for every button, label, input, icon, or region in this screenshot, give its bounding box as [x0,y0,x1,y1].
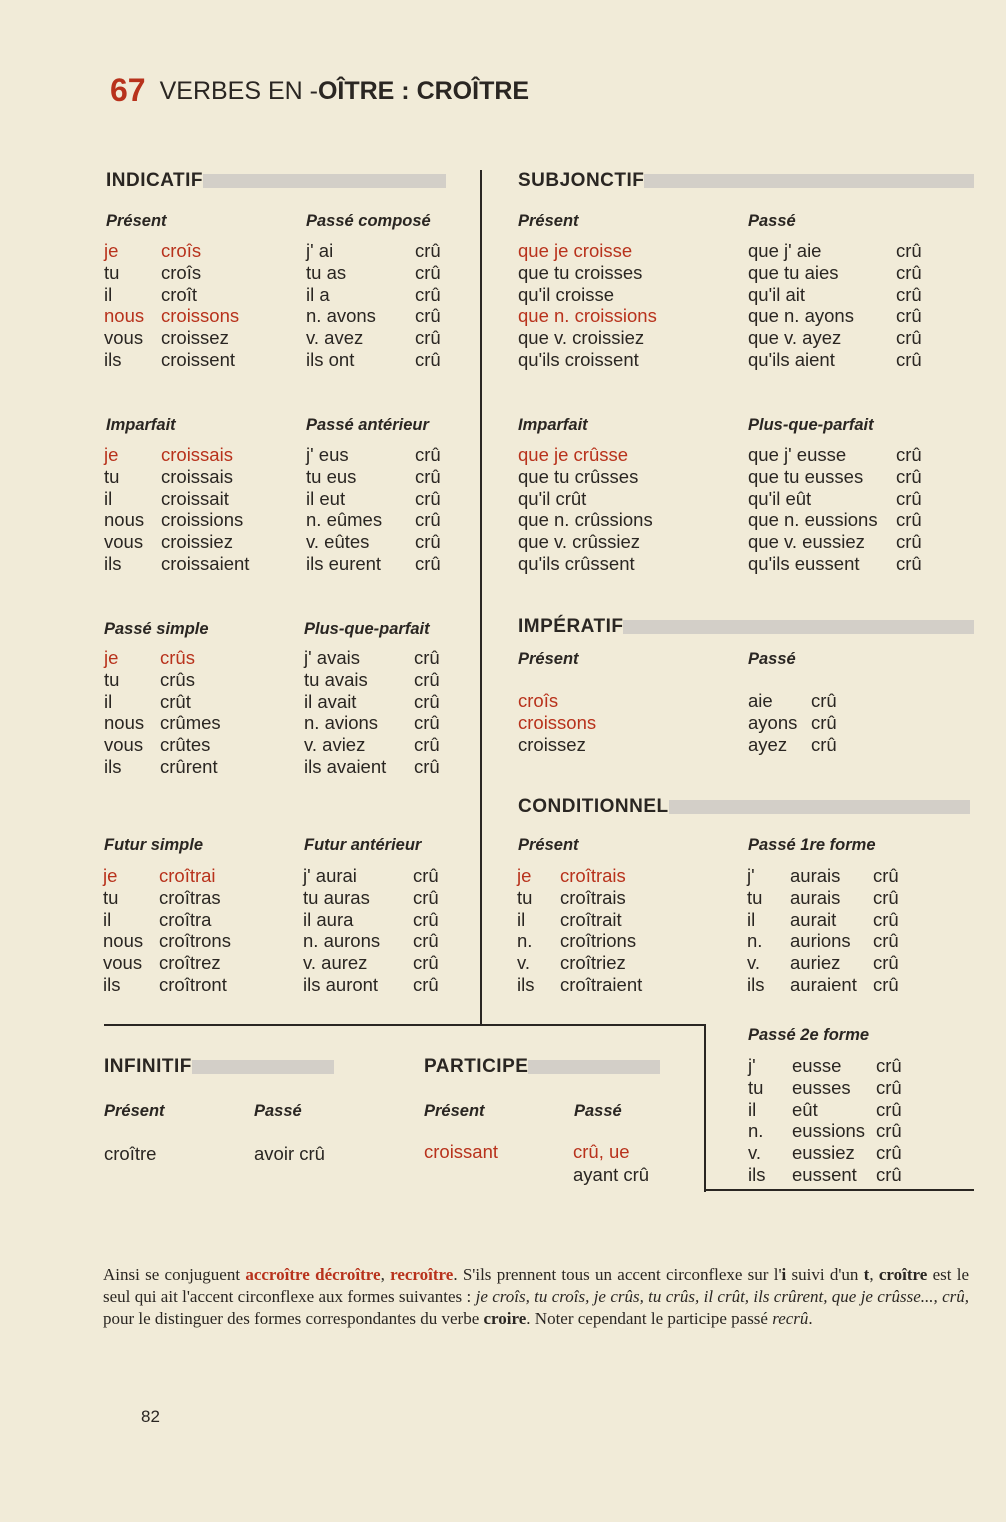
conjugation-pronoun: tu [517,886,533,908]
conjugation-participle: crû [896,240,922,261]
conjugation-row: qu'ils crûssent [518,553,635,574]
conjugation-form: croîtriez [560,952,626,974]
section-indicatif: INDICATIF [106,172,446,188]
conjugation-aux: ils eurent [306,553,382,574]
conjugation-form: croissais [161,444,233,465]
conjugation-participle: crû [896,327,922,349]
conjugation-form: croissons [161,305,240,327]
conjugation-row: qu'il croisse [518,283,615,305]
conjugation-pronoun: il [104,487,113,509]
conjugation-participle: crû [415,327,441,349]
conjugation-form: crû [811,733,837,755]
conjugation-pronoun: il [747,908,756,930]
participe-present: croissant [424,1141,499,1162]
conjugation-participle: crû [415,444,441,465]
conjugation-aux: tu auras [303,886,370,908]
conjugation-aux: n. eûmes [306,509,383,531]
conjugation-form: crû [876,1076,902,1098]
conjugation-pronoun: n. [517,930,533,952]
conjugation-form: croîtrais [560,886,626,908]
conjugation-participle: crû [415,283,441,305]
conjugation-aux: il a [306,283,330,305]
conjugation-pronoun: tu [748,1076,764,1098]
conjugation-form: croissez [161,327,229,349]
conjugation-pronoun: je [103,865,118,886]
conjugation-form: croissaient [161,553,250,574]
conjugation-aux: j' ai [306,240,334,261]
conjugation-pronoun: nous [103,930,144,952]
conjugation-participle: crû [896,305,922,327]
conjugation-form: croissent [161,349,236,370]
conjugation-form: croîtrions [560,930,637,952]
conjugation-pronoun: je [517,865,532,886]
conjugation-aux: ils ont [306,349,355,370]
tense-label: Passé simple [104,620,209,638]
infinitif-passe: avoir crû [254,1143,325,1164]
conjugation-pronoun: ils [517,974,535,995]
tense-label: Passé 2e forme [748,1026,870,1044]
conjugation-pronoun: ils [104,756,122,777]
conjugation-form: croît [161,283,197,305]
conjugation-form: eussiez [792,1142,855,1164]
conjugation-aux: n. aurons [303,930,381,952]
conjugation-participle: crû [413,952,439,974]
conjugation-aux: tu as [306,261,347,283]
conjugation-aux: qu'il eût [748,487,812,509]
conjugation-row: qu'ils croissent [518,349,639,370]
tense-label: Futur antérieur [304,836,422,854]
conjugation-pronoun: ayons [748,711,798,733]
conjugation-row: qu'il crût [518,487,587,509]
conjugation-aux: ils auront [303,974,379,995]
conjugation-form: croîtrons [159,930,231,952]
conjugation-participle: crû [896,465,922,487]
conjugation-aux: il eut [306,487,346,509]
conjugation-pronoun: tu [747,886,763,908]
conjugation-aux: tu avais [304,668,368,690]
conjugation-participle: crû [896,509,922,531]
conjugation-participle: crû [896,553,922,574]
conjugation-pronoun: il [748,1098,757,1120]
conjugation-participle: crû [413,865,439,886]
conjugation-participle: crû [415,509,441,531]
conjugation-pronoun: il [517,908,526,930]
tense-label: Passé [254,1102,302,1120]
conjugation-aux: que tu aies [748,261,839,283]
conjugation-form: eusse [792,1055,842,1076]
conjugation-participle: crû [896,349,922,370]
section-infinitif: INFINITIF [104,1058,334,1074]
conjugation-pronoun: v. [517,952,531,974]
conjugation-pronoun: vous [104,734,144,756]
conjugation-form: croîtrait [560,908,622,930]
conjugation-pronoun: nous [104,712,145,734]
conjugation-pronoun: n. [748,1120,764,1142]
conjugation-aux: n. avons [306,305,376,327]
page-number: 82 [141,1407,160,1426]
conjugation-row: que v. croissiez [518,327,645,349]
conjugation-participle: crû [414,712,440,734]
tense-label: Présent [518,650,579,668]
conjugation-form: croissions [161,509,244,531]
conjugation-aux: qu'ils eussent [748,553,860,574]
conjugation-aux: que v. eussiez [748,531,865,553]
tense-label: Passé [748,212,796,230]
conjugation-participle: crû [414,668,440,690]
conjugation-aux: v. avez [306,327,364,349]
conjugation-aux: tu eus [306,465,357,487]
infinitif-present: croître [104,1143,157,1164]
conjugation-pronoun: il [104,690,113,712]
conjugation-row: que tu croisses [518,261,643,283]
imperatif-form: croissez [518,733,586,755]
conjugation-pronoun: j' [748,1055,756,1076]
tense-label: Imparfait [106,416,176,434]
conjugation-participle: crû [896,283,922,305]
conjugation-participle: crû [413,930,439,952]
tense-label: Futur simple [104,836,204,854]
conjugation-form: croîtra [159,908,212,930]
conjugation-form: eût [792,1098,818,1120]
tense-label: Plus-que-parfait [304,620,430,638]
section-conditionnel: CONDITIONNEL [518,798,970,814]
conjugation-aux: ils avaient [304,756,387,777]
conjugation-pronoun: je [104,647,119,668]
conjugation-form: crû [873,930,899,952]
conjugation-pronoun: il [103,908,112,930]
page-title [110,72,529,109]
conjugation-aux: que v. ayez [748,327,842,349]
conjugation-form: croîtront [159,974,227,995]
conjugation-form: crûs [160,647,195,668]
conjugation-form: croissait [161,487,229,509]
conjugation-form: crût [160,690,191,712]
chapter-number: 67 [110,72,146,108]
conjugation-form: croîs [161,261,202,283]
conjugation-form: croîtraient [560,974,643,995]
conjugation-row: que je croisse [518,240,633,261]
conjugation-aux: que j' aie [748,240,822,261]
conjugation-participle: crû [415,553,441,574]
conjugation-pronoun: tu [103,886,119,908]
conjugation-form: eussions [792,1120,866,1142]
conjugation-aux: que n. eussions [748,509,878,531]
conjugation-form: auraient [790,974,857,995]
conjugation-form: crûmes [160,712,221,734]
imperatif-form: croîs [518,690,559,711]
title-verb: OÎTRE : CROÎTRE [317,77,530,105]
conjugation-pronoun: v. [747,952,761,974]
conjugation-form: crû [873,908,899,930]
conjugation-pronoun: je [104,240,119,261]
tense-label: Passé [574,1102,622,1120]
conjugation-participle: crû [414,647,440,668]
conjugation-pronoun: j' [747,865,755,886]
conjugation-form: eusses [792,1076,851,1098]
conjugation-participle: crû [415,487,441,509]
conjugation-form: croîtrais [560,865,626,886]
conjugation-pronoun: tu [104,668,120,690]
tense-label: Présent [104,1102,165,1120]
section-subjonctif: SUBJONCTIF [518,172,974,188]
conjugation-aux: qu'ils aient [748,349,835,370]
conjugation-form: aurait [790,908,837,930]
conjugation-aux: il aura [303,908,354,930]
conjugation-form: crû [873,886,899,908]
conjugation-form: croîtras [159,886,221,908]
conjugation-form: crû [876,1055,902,1076]
conjugation-pronoun: ils [103,974,121,995]
conjugation-form: crû [876,1120,902,1142]
conjugation-form: crûtes [160,734,211,756]
tense-label: Présent [106,212,167,230]
tense-label: Passé composé [306,212,431,230]
conjugation-pronoun: ils [104,349,122,370]
conjugation-form: crû [876,1164,902,1185]
conjugation-participle: crû [415,261,441,283]
conjugation-aux: que tu eusses [748,465,864,487]
imperatif-form: croissons [518,711,597,733]
conjugation-aux: n. avions [304,712,379,734]
divider-horizontal-mid [104,1024,706,1026]
conjugation-row: que tu crûsses [518,465,639,487]
conjugation-form: aurions [790,930,851,952]
conjugation-participle: crû [415,240,441,261]
conjugation-participle: crû [896,261,922,283]
conjugation-participle: crû [413,908,439,930]
conjugation-aux: que n. ayons [748,305,854,327]
divider-horizontal-bottom [704,1189,974,1191]
conjugation-aux: j' eus [306,444,349,465]
conjugation-form: crû [811,690,837,711]
title-prefix: VERBES EN - [159,77,318,105]
conjugation-aux: que j' eusse [748,444,847,465]
participe-passe: crû, ue [573,1141,630,1162]
conjugation-participle: crû [415,349,441,370]
conjugation-row: que je crûsse [518,444,629,465]
conjugation-form: crû [873,952,899,974]
tense-label: Imparfait [518,416,588,434]
conjugation-participle: crû [896,444,922,465]
conjugation-form: crû [876,1098,902,1120]
conjugation-participle: crû [896,487,922,509]
conjugation-participle: crû [414,690,440,712]
conjugation-participle: crû [896,531,922,553]
conjugation-pronoun: n. [747,930,763,952]
conjugation-pronoun: ils [747,974,765,995]
conjugation-participle: crû [414,734,440,756]
conjugation-participle: crû [414,756,440,777]
conjugation-pronoun: ayez [748,733,788,755]
conjugation-pronoun: vous [104,327,144,349]
conjugation-pronoun: tu [104,261,120,283]
conjugation-form: aurais [790,886,841,908]
conjugation-form: crû [876,1142,902,1164]
conjugation-aux: il avait [304,690,357,712]
conjugation-aux: j' aurai [303,865,357,886]
participe-passe-compose: ayant crû [573,1164,650,1185]
conjugation-form: croissiez [161,531,233,553]
conjugation-participle: crû [415,465,441,487]
conjugation-pronoun: je [104,444,119,465]
divider-vertical-lower [704,1024,706,1192]
conjugation-pronoun: il [104,283,113,305]
conjugation-pronoun: aie [748,690,773,711]
conjugation-row: que v. crûssiez [518,531,641,553]
tense-label: Passé antérieur [306,416,429,434]
conjugation-participle: crû [413,974,439,995]
conjugation-form: crû [811,711,837,733]
conjugation-aux: v. aviez [304,734,366,756]
conjugation-form: eussent [792,1164,857,1185]
usage-note: Ainsi se conjuguent accroître décroître, recroître. S'ils prennent tous un accent circonflexe sur l'i suivi d'un t, croître est le seul qui ait l'accent circonflexe aux formes suivantes : je croîs, tu croîs, je crûs, tu crûs, il crût, ils crûrent, que je crûsse..., crû, pour le distinguer des formes correspondantes du verbe croire. Noter cependant le participe passé recrû. [103,1265,970,1328]
conjugation-form: croîs [161,240,202,261]
conjugation-form: croîtrai [159,865,216,886]
conjugation-form: croissais [161,465,233,487]
conjugation-participle: crû [415,305,441,327]
conjugation-form: crûs [160,668,195,690]
tense-label: Présent [518,836,579,854]
conjugation-aux: v. aurez [303,952,368,974]
section-participe: PARTICIPE [424,1058,660,1074]
tense-label: Passé 1re forme [748,836,876,854]
conjugation-participle: crû [413,886,439,908]
conjugation-form: aurais [790,865,841,886]
conjugation-pronoun: vous [103,952,143,974]
conjugation-form: crû [873,865,899,886]
conjugation-row: que n. crûssions [518,509,653,531]
section-imperatif: IMPÉRATIF [518,618,974,634]
tense-label: Plus-que-parfait [748,416,874,434]
divider-vertical-main [480,170,482,1026]
conjugation-pronoun: nous [104,305,145,327]
conjugation-form: auriez [790,952,841,974]
conjugation-row: que n. croissions [518,305,657,327]
conjugation-aux: v. eûtes [306,531,370,553]
conjugation-pronoun: v. [748,1142,762,1164]
conjugation-pronoun: ils [748,1164,766,1185]
conjugation-pronoun: tu [104,465,120,487]
tense-label: Présent [424,1102,485,1120]
conjugation-participle: crû [415,531,441,553]
conjugation-form: croîtrez [159,952,221,974]
conjugation-pronoun: ils [104,553,122,574]
conjugation-pronoun: vous [104,531,144,553]
conjugation-aux: j' avais [304,647,360,668]
conjugation-form: crûrent [160,756,218,777]
conjugation-form: crû [873,974,899,995]
conjugation-aux: qu'il ait [748,283,806,305]
conjugation-pronoun: nous [104,509,145,531]
tense-label: Passé [748,650,796,668]
tense-label: Présent [518,212,579,230]
